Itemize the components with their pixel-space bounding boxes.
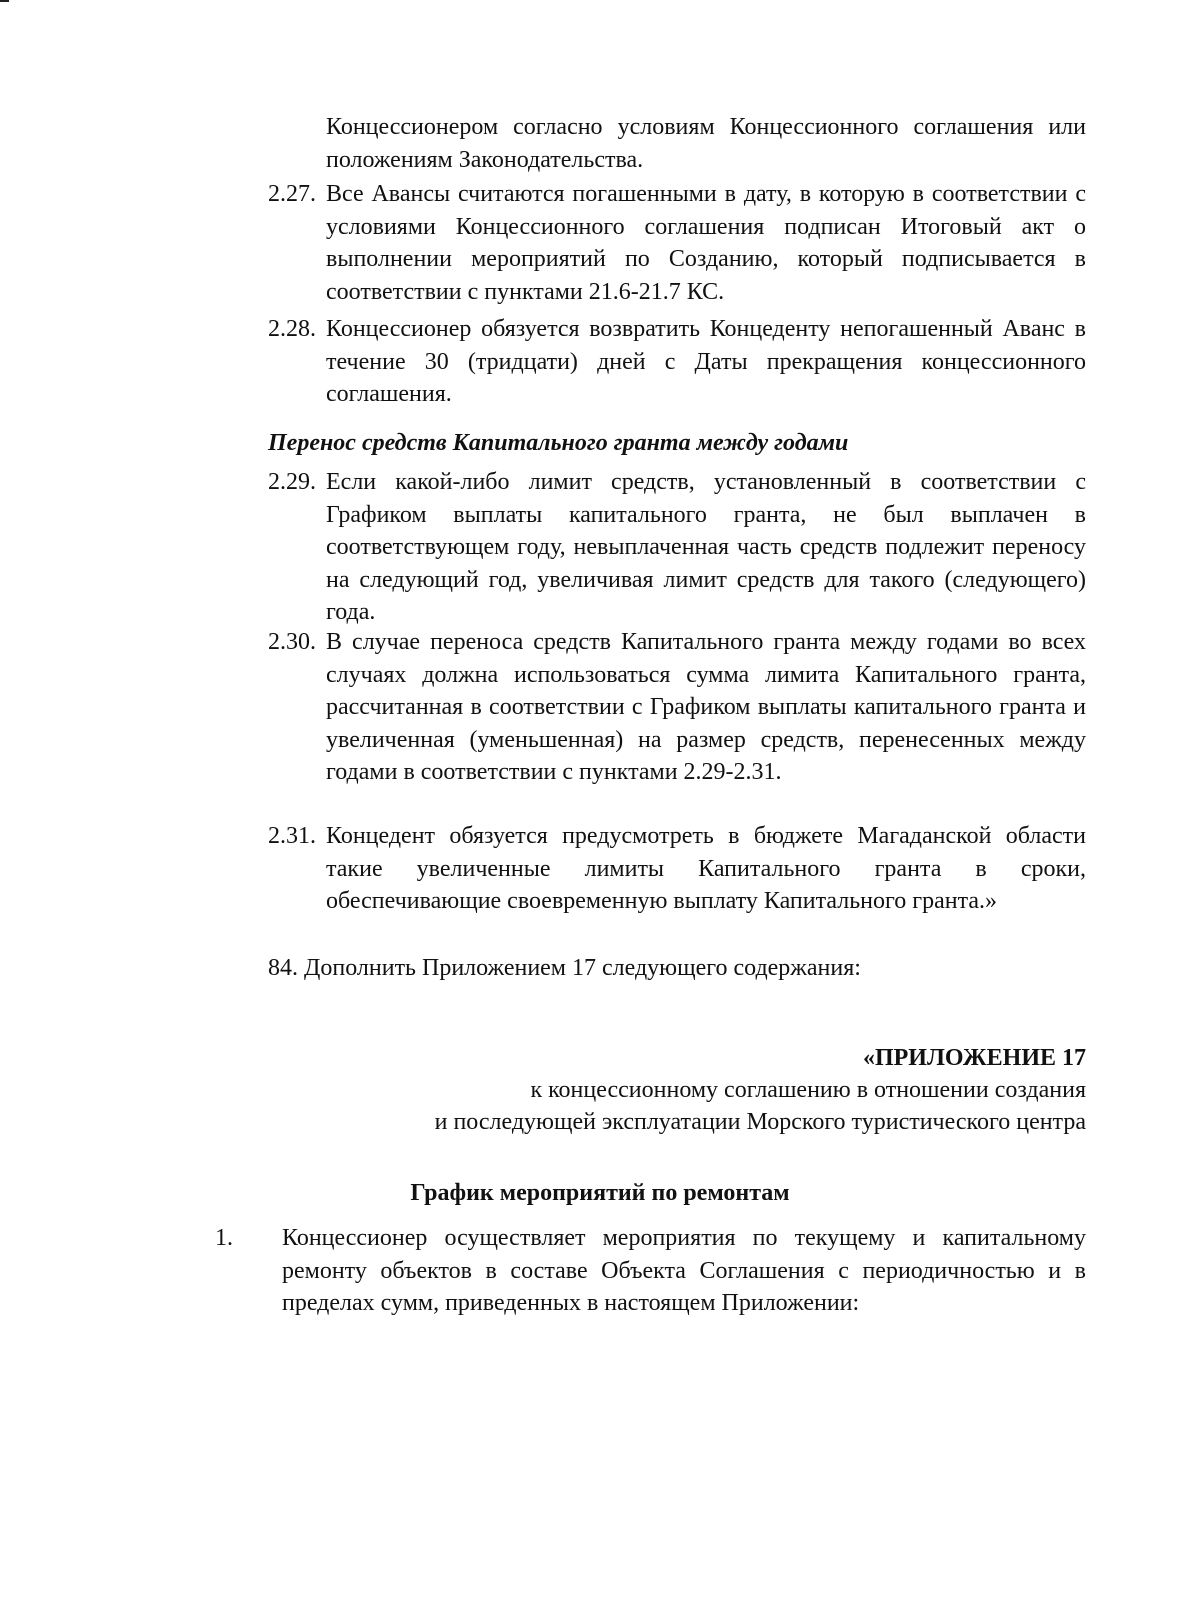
appendix-subtitle-1: к концессионному соглашению в отношении создания: [530, 1077, 1086, 1103]
clause-text: В случае переноса средств Капитального гранта между годами во всех случаях должна использоваться сумма лимита Капитального гранта, рассчитанная в соответствии с Графиком выплаты капитального гранта и увеличенная (уменьшенная) на размер средств, перенесенных между годами в соответствии с пунктами 2.29-2.31.: [326, 629, 1086, 785]
clause-2-28: [268, 313, 1086, 411]
paragraph-1: [215, 1222, 1086, 1320]
paragraph-text: Концессионер осуществляет мероприятия по текущему и капитальному ремонту объектов в составе Объекта Соглашения с периодичностью и в пределах сумм, приведенных в настоящем Приложении:: [282, 1225, 1086, 1316]
appendix-header: [435, 1042, 1086, 1138]
clause-text: Все Авансы считаются погашенными в дату, в которую в соответствии с условиями Концессионного соглашения подписан Итоговый акт о выполнении мероприятий по Созданию, который подписывается в соответствии с пунктами 21.6-21.7 КС.: [326, 181, 1086, 305]
clause-number: 2.28.: [268, 316, 316, 342]
appendix-subtitle-2: и последующей эксплуатации Морского туристического центра: [434, 1109, 1086, 1135]
clause-text: Концедент обязуется предусмотреть в бюджете Магаданской области такие увеличенные лимиты Капитального гранта в сроки, обеспечивающие своевременную выплату Капитального гранта.»: [326, 823, 1086, 914]
clause-text: Если какой-либо лимит средств, установленный в соответствии с Графиком выплаты капитального гранта, не был выплачен в соответствующем году, невыплаченная часть средств подлежит переносу на следующий год, увеличивая лимит средств для такого (следующего) года.: [326, 469, 1086, 625]
continuation-text: Концессионером согласно условиям Концессионного соглашения или положениям Законодательства.: [326, 114, 1086, 173]
clause-number: 2.30.: [268, 629, 316, 655]
clause-2-27: [268, 178, 1086, 308]
clause-2-30: [268, 626, 1086, 789]
paragraph-number: 1.: [215, 1225, 233, 1251]
clause-number: 2.31.: [268, 823, 316, 849]
clause-2-29: [268, 466, 1086, 629]
schedule-title: График мероприятий по ремонтам: [410, 1180, 790, 1206]
scan-mark: [0, 0, 9, 2]
amendment-line: 84. Дополнить Приложением 17 следующего содержания:: [268, 955, 861, 981]
clause-2-31: [268, 820, 1086, 918]
section-heading: Перенос средств Капитального гранта между годами: [268, 430, 849, 456]
appendix-title: «ПРИЛОЖЕНИЕ 17: [862, 1045, 1086, 1071]
clause-number: 2.27.: [268, 181, 316, 207]
clause-text: Концессионер обязуется возвратить Концеденту непогашенный Аванс в течение 30 (тридцати) дней с Даты прекращения концессионного соглашения.: [326, 316, 1086, 407]
clause-number: 2.29.: [268, 469, 316, 495]
